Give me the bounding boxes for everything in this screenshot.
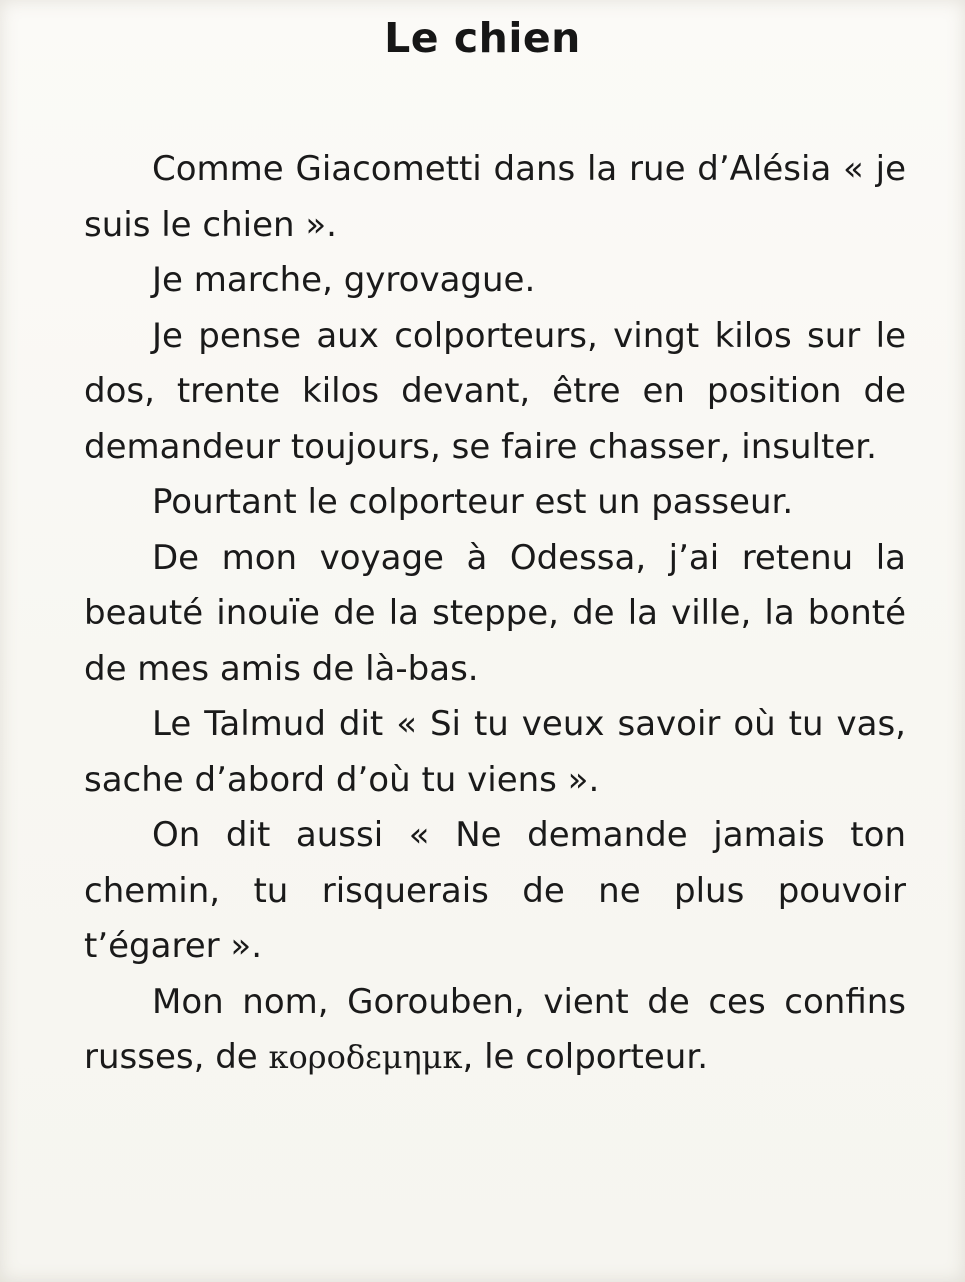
mon-nom-text-before: Mon nom, Gorouben, vient de ces confins russes, de: [84, 981, 906, 1077]
paragraph-mon-nom: [84, 975, 906, 1086]
paragraph-passeur: Pourtant le colporteur est un passeur.: [152, 482, 794, 522]
mon-nom-text-after: , le colporteur.: [462, 1037, 709, 1077]
paragraph-je-marche: Je marche, gyrovague.: [152, 260, 536, 300]
paragraph-giacometti: Comme Giacometti dans la rue d’Alésia « je suis le chien ».: [84, 149, 906, 245]
paragraph-colporteurs: Je pense aux colporteurs, vingt kilos sur le dos, trente kilos devant, être en position de demandeur toujours, se faire chasser, insulter.: [84, 315, 906, 467]
document-body: [84, 142, 906, 1086]
greek-word: κοροδεμημκ: [268, 1038, 463, 1076]
paragraph-talmud: Le Talmud dit « Si tu veux savoir où tu vas, sache d’abord d’où tu viens ».: [84, 704, 906, 800]
paragraph-on-dit-aussi: On dit aussi « Ne demande jamais ton chemin, tu risquerais de ne plus pouvoir t’égarer ».: [84, 815, 906, 966]
paragraph-odessa: De mon voyage à Odessa, j’ai retenu la beauté inouïe de la steppe, de la ville, la bonté de mes amis de là-bas.: [84, 537, 906, 689]
page-title: Le chien: [384, 14, 581, 62]
